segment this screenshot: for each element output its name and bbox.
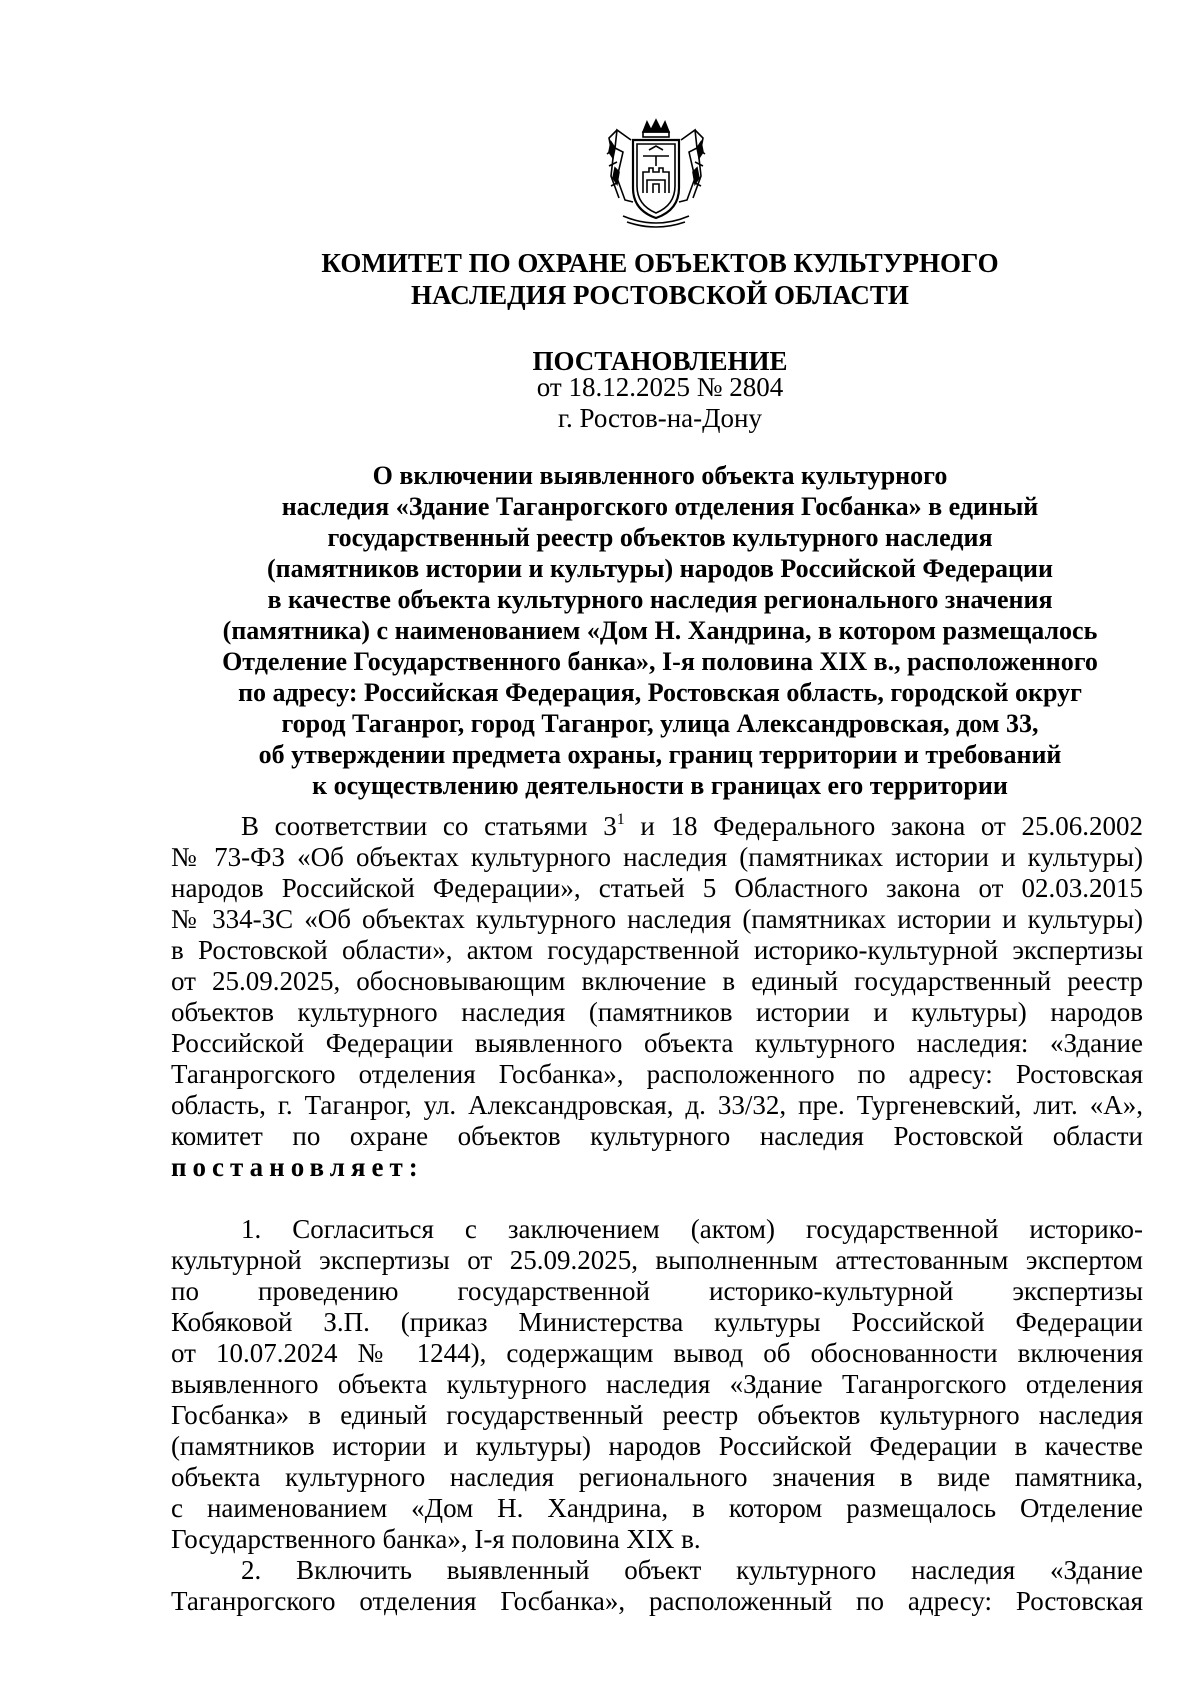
- title-line: Отделение Государственного банка», I-я половина XIX в., расположенного: [222, 647, 1098, 676]
- article-superscript: 1: [616, 811, 625, 828]
- title-line: по адресу: Российская Федерация, Ростовская область, городской округ: [238, 678, 1082, 707]
- item-2-line: Таганрогского отделения Госбанка», расположенный по адресу: Ростовская: [171, 1586, 1143, 1616]
- title-line: город Таганрог, город Таганрог, улица Александровская, дом 33,: [281, 709, 1039, 738]
- title-line: (памятника) с наименованием «Дом Н. Хандрина, в котором размещалось: [222, 616, 1098, 645]
- title-line: (памятников истории и культуры) народов Российской Федерации: [267, 554, 1053, 583]
- item-1-line: Госбанка» в единый государственный реестр объектов культурного наследия: [171, 1400, 1143, 1430]
- document-body: [171, 811, 1143, 1617]
- title-line: к осуществлению деятельности в границах его территории: [312, 771, 1008, 800]
- document-place: г. Ростов-на-Дону: [557, 403, 762, 433]
- item-1-line: (памятников истории и культуры) народов Российской Федерации в качестве: [171, 1431, 1143, 1461]
- authority-line-2: НАСЛЕДИЯ РОСТОВСКОЙ ОБЛАСТИ: [411, 280, 909, 310]
- preamble-line: комитет по охране объектов культурного наследия Ростовской области: [171, 1121, 1143, 1151]
- document-title: [170, 460, 1150, 801]
- document-meta: [170, 372, 1150, 434]
- item-2-line: 2. Включить выявленный объект культурного наследия «Здание: [241, 1555, 1143, 1585]
- preamble-line: от 25.09.2025, обосновывающим включение в единый государственный реестр: [171, 966, 1143, 996]
- document-type: ПОСТАНОВЛЕНИЕ: [532, 346, 788, 376]
- preamble-line: область, г. Таганрог, ул. Александровская, д. 33/32, пре. Тургеневский, лит. «А»,: [171, 1090, 1143, 1120]
- item-1-line: с наименованием «Дом Н. Хандрина, в котором размещалось Отделение: [171, 1493, 1143, 1523]
- document-date-number: от 18.12.2025 № 2804: [536, 372, 784, 402]
- authority-line-1: КОМИТЕТ ПО ОХРАНЕ ОБЪЕКТОВ КУЛЬТУРНОГО: [321, 248, 999, 278]
- paragraph-gap: [171, 1183, 1143, 1214]
- preamble-line: Российской Федерации выявленного объекта культурного наследия: «Здание: [171, 1028, 1143, 1058]
- preamble-prefix: В соответствии со статьями 3: [241, 811, 617, 841]
- title-line: в качестве объекта культурного наследия регионального значения: [267, 585, 1053, 614]
- issuing-authority: [170, 247, 1150, 311]
- item-1-line: объекта культурного наследия регионального значения в виде памятника,: [171, 1462, 1143, 1492]
- preamble-line: № 334-ЗС «Об объектах культурного наследия (памятниках истории и культуры): [171, 904, 1143, 934]
- preamble-line: № 73-ФЗ «Об объектах культурного наследия (памятниках истории и культуры): [171, 842, 1143, 872]
- item-1-line: выявленного объекта культурного наследия «Здание Таганрогского отделения: [171, 1369, 1143, 1399]
- preamble-first-line: [171, 811, 1143, 842]
- preamble-line: объектов культурного наследия (памятников истории и культуры) народов: [171, 997, 1143, 1027]
- title-line: об утверждении предмета охраны, границ территории и требований: [258, 740, 1062, 769]
- decree-word: постановляет:: [171, 1152, 424, 1182]
- item-1-line: Кобяковой З.П. (приказ Министерства культуры Российской Федерации: [171, 1307, 1143, 1337]
- preamble-line: в Ростовской области», актом государственной историко-культурной экспертизы: [171, 935, 1143, 965]
- item-1-line: от 10.07.2024 № 1244), содержащим вывод об обоснованности включения: [171, 1338, 1143, 1368]
- item-1-line: 1. Согласиться с заключением (актом) государственной историко-: [241, 1214, 1143, 1244]
- item-1-line: по проведению государственной историко-культурной экспертизы: [171, 1276, 1143, 1306]
- title-line: О включении выявленного объекта культурного: [372, 461, 948, 490]
- item-1-line: Государственного банка», I-я половина XIX в.: [171, 1524, 701, 1554]
- title-line: наследия «Здание Таганрогского отделения Госбанка» в единый: [281, 492, 1039, 521]
- preamble-suffix: и 18 Федерального закона от 25.06.2002: [624, 811, 1143, 841]
- preamble-line: Таганрогского отделения Госбанка», расположенного по адресу: Ростовская: [171, 1059, 1143, 1089]
- preamble-line: народов Российской Федерации», статьей 5 Областного закона от 02.03.2015: [171, 873, 1143, 903]
- item-1-line: культурной экспертизы от 25.09.2025, выполненным аттестованным экспертом: [171, 1245, 1143, 1275]
- title-line: государственный реестр объектов культурного наследия: [327, 523, 993, 552]
- rostov-coat-of-arms-emblem: [603, 118, 709, 230]
